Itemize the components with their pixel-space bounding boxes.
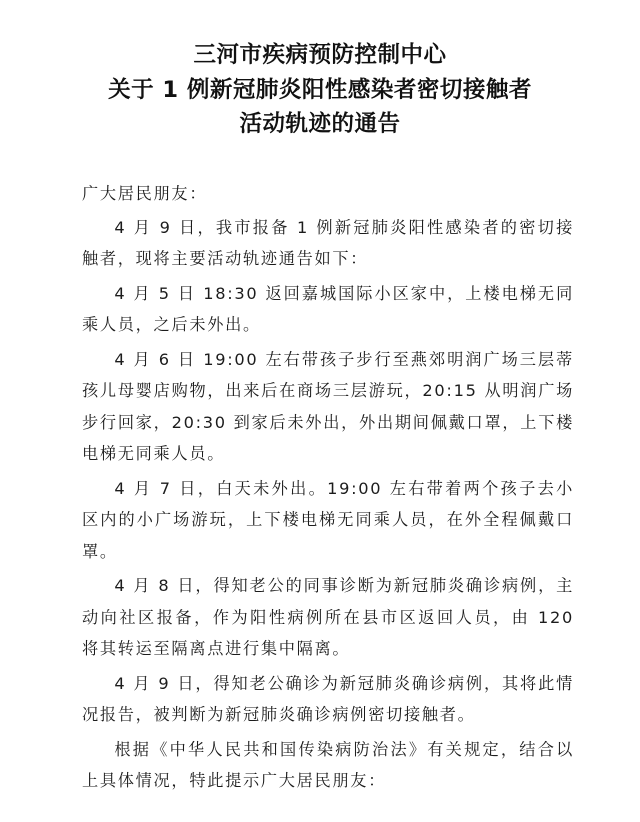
notice-body: [82, 178, 574, 800]
paragraph-apr9: 4 月 9 日，得知老公确诊为新冠肺炎确诊病例，其将此情况报告，被判断为新冠肺炎确诊病例密切接触者。: [82, 673, 574, 724]
paragraph-apr8: 4 月 8 日，得知老公的同事诊断为新冠肺炎确诊病例，主动向社区报备，作为阳性病例所在县市区返回人员，由 120 将其转运至隔离点进行集中隔离。: [82, 576, 574, 658]
title-subject: 关于 1 例新冠肺炎阳性感染者密切接触者: [108, 76, 532, 103]
paragraph-report: 4 月 9 日，我市报备 1 例新冠肺炎阳性感染者的密切接触者，现将主要活动轨迹通告如下：: [82, 217, 574, 268]
paragraph-apr6: 4 月 6 日 19:00 左右带孩子步行至燕郊明润广场三层蒂孩儿母婴店购物，出来后在商场三层游玩，20:15 从明润广场步行回家，20:30 到家后未外出，外出期间佩戴口罩，上下楼电梯无同乘人员。: [82, 349, 574, 463]
title-topic: 活动轨迹的通告: [239, 111, 401, 137]
title-issuer: 三河市疾病预防控制中心: [193, 42, 447, 68]
paragraph-legal-basis: 根据《中华人民共和国传染病防治法》有关规定，结合以上具体情况，特此提示广大居民朋友：: [82, 739, 574, 790]
paragraph-apr5: 4 月 5 日 18:30 返回嘉城国际小区家中，上楼电梯无同乘人员，之后未外出。: [82, 283, 574, 334]
greeting: 广大居民朋友：: [82, 184, 208, 203]
notice-title: [0, 38, 640, 142]
paragraph-apr7: 4 月 7 日，白天未外出。19:00 左右带着两个孩子去小区内的小广场游玩，上下楼电梯无同乘人员，在外全程佩戴口罩。: [82, 478, 574, 561]
